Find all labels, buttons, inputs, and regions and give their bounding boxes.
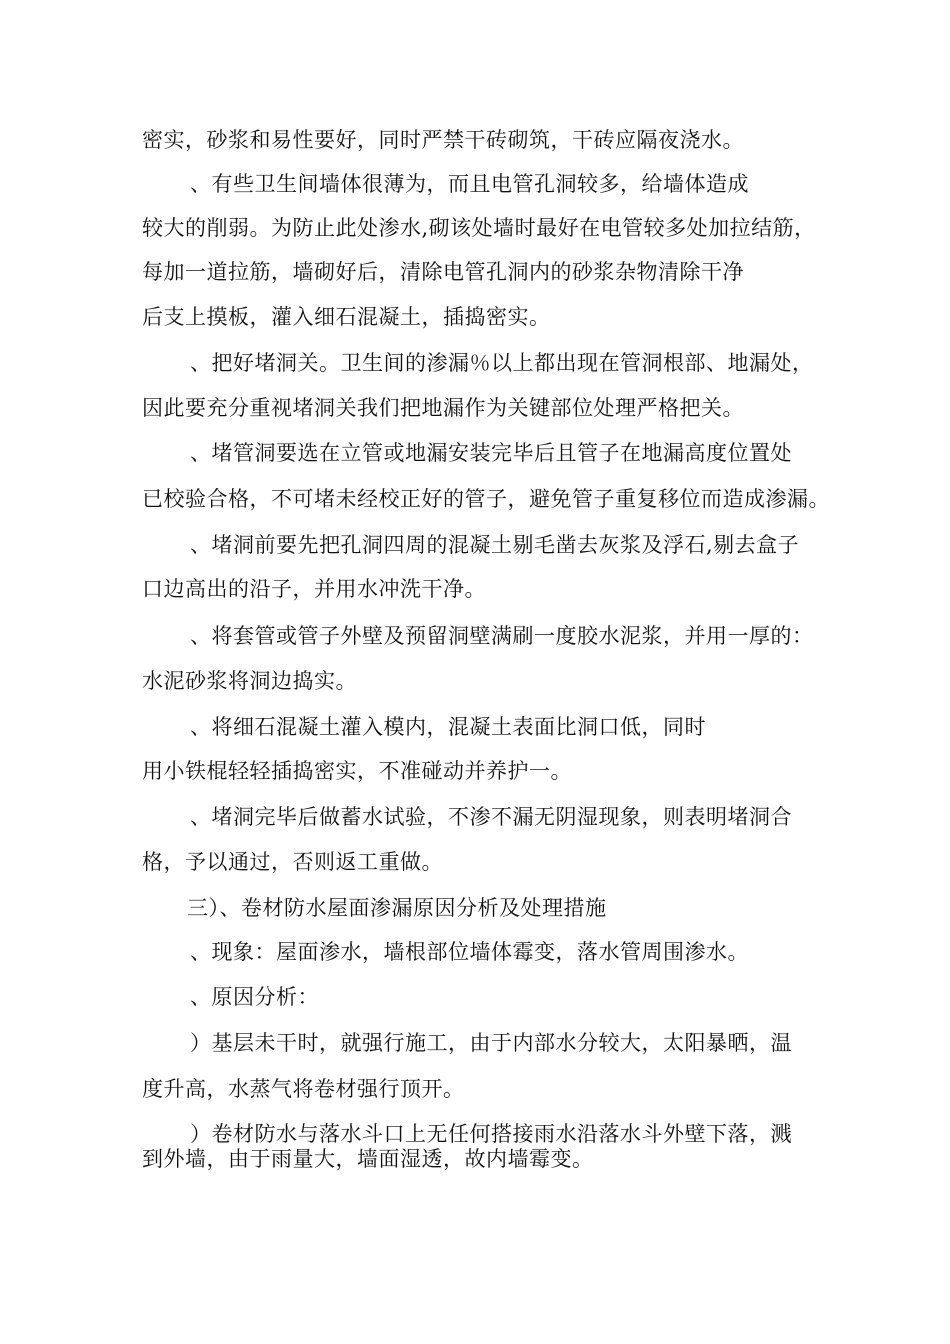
text-line: 较大的削弱。为防止此处渗水,砌该处墙时最好在电管较多处加拉结筋，: [142, 216, 816, 240]
text-line: 、将套管或管子外壁及预留洞壁满刷一度胶水泥浆，并用一厚的：: [190, 624, 814, 648]
text-line: 度升高，水蒸气将卷材强行顶开。: [142, 1077, 465, 1101]
text-line: 密实，砂浆和易性要好，同时严禁干砖砌筑，干砖应隔夜浇水。: [142, 128, 744, 152]
section-heading: 三）、卷材防水屋面渗漏原因分析及处理措施: [187, 896, 607, 920]
text-line: 因此要充分重视堵洞关我们把地漏作为关键部位处理严格把关。: [142, 396, 744, 420]
text-line: 水泥砂浆将洞边捣实。: [142, 669, 357, 693]
text-line: 后支上摸板，灌入细石混凝土，插捣密实。: [142, 305, 551, 329]
text-line: ）卷材防水与落水斗口上无任何搭接雨水沿落水斗外壁下落，溅: [190, 1122, 792, 1146]
text-line: 、现象：屋面渗水，墙根部位墙体霉变，落水管周围渗水。: [190, 940, 749, 964]
text-line: 用小铁棍轻轻插捣密实，不准碰动并养护一。: [142, 759, 572, 783]
text-line: 、堵洞完毕后做蓄水试验，不渗不漏无阴湿现象，则表明堵洞合: [190, 805, 792, 829]
text-line: 、堵洞前要先把孔洞四周的混凝土剔毛凿去灰浆及浮石,剔去盒子: [190, 533, 800, 557]
text-line: 已校验合格，不可堵未经校正好的管子，避免管子重复移位而造成渗漏。: [142, 487, 830, 511]
text-line: 到外墙，由于雨量大，墙面湿透，故内墙霉变。: [142, 1147, 594, 1171]
text-line: 每加一道拉筋，墙砌好后，清除电管孔洞内的砂浆杂物清除干净: [142, 260, 744, 284]
text-line: 格，予以通过，否则返工重做。: [142, 850, 443, 874]
text-line: 、将细石混凝土灌入模内，混凝土表面比洞口低，同时: [190, 715, 706, 739]
text-line: 、把好堵洞关。卫生间的渗漏％以上都出现在管洞根部、地漏处，: [190, 351, 814, 375]
text-line: ）基层未干时，就强行施工，由于内部水分较大，太阳暴晒，温: [190, 1031, 792, 1055]
text-line: 、堵管洞要选在立管或地漏安装完毕后且管子在地漏高度位置处: [190, 441, 792, 465]
text-line: 、原因分析：: [190, 985, 319, 1009]
text-line: 口边高出的沿子，并用水冲洗干净。: [142, 577, 486, 601]
text-line: 、有些卫生间墙体很薄为，而且电管孔洞较多，给墙体造成: [190, 172, 749, 196]
